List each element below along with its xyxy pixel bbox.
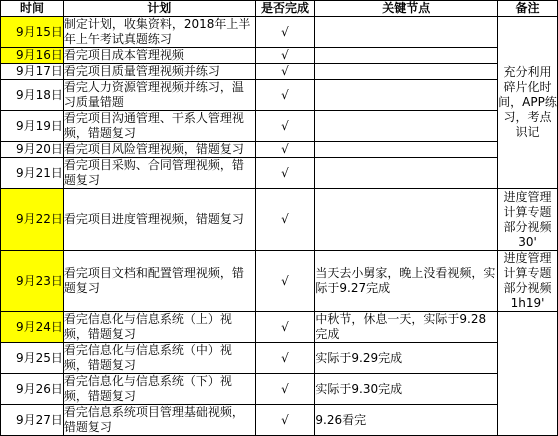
date-cell: 9月25日 [1, 343, 64, 374]
plan-cell: 看完项目质量管理视频并练习 [63, 64, 255, 80]
plan-cell: 制定计划，收集资料，2018年上半年上午考试真题练习 [63, 17, 255, 48]
plan-cell: 看完信息化与信息系统（下）视频，错题复习 [63, 374, 255, 405]
table-row [1, 64, 558, 80]
table-row [1, 374, 558, 405]
check-mark-icon: √ [255, 17, 315, 48]
table-row [1, 189, 558, 251]
check-mark-icon: √ [255, 312, 315, 343]
plan-cell: 看完项目文档和配置管理视频，错题复习 [63, 251, 255, 312]
plan-cell: 看完项目采购、合同管理视频，错题复习 [63, 158, 255, 189]
node-cell [315, 64, 498, 80]
note-documents: 进度管理计算专题部分视频1h19' [498, 251, 558, 312]
plan-cell: 看完信息化与信息系统（上）视频，错题复习 [63, 312, 255, 343]
date-cell: 9月15日 [1, 17, 64, 48]
plan-cell: 看完信息系统项目管理基础视频，错题复习 [63, 405, 255, 436]
check-mark-icon: √ [255, 80, 315, 111]
note-empty [498, 312, 558, 436]
plan-cell: 看完项目成本管理视频 [63, 48, 255, 64]
check-mark-icon: √ [255, 142, 315, 158]
check-mark-icon: √ [255, 48, 315, 64]
node-cell [315, 158, 498, 189]
node-cell [315, 142, 498, 158]
date-cell: 9月17日 [1, 64, 64, 80]
plan-cell: 看完项目进度管理视频，错题复习 [63, 189, 255, 251]
check-mark-icon: √ [255, 405, 315, 436]
date-cell: 9月16日 [1, 48, 64, 64]
node-cell [315, 80, 498, 111]
node-cell: 当天去小舅家，晚上没看视频，实际于9.27完成 [315, 251, 498, 312]
date-cell: 9月21日 [1, 158, 64, 189]
plan-cell: 看完项目风险管理视频，错题复习 [63, 142, 255, 158]
node-cell: 9.26看完 [315, 405, 498, 436]
check-mark-icon: √ [255, 343, 315, 374]
plan-cell: 看完项目沟通管理、干系人管理视频，错题复习 [63, 111, 255, 142]
note-general: 充分利用碎片化时间，APP练习，考点识记 [498, 17, 558, 189]
check-mark-icon: √ [255, 158, 315, 189]
table-row [1, 158, 558, 189]
node-cell [315, 48, 498, 64]
node-cell: 中秋节，休息一天，实际于9.28完成 [315, 312, 498, 343]
node-cell: 实际于9.29完成 [315, 343, 498, 374]
date-cell: 9月18日 [1, 80, 64, 111]
date-cell: 9月27日 [1, 405, 64, 436]
date-cell: 9月26日 [1, 374, 64, 405]
check-mark-icon: √ [255, 189, 315, 251]
node-cell [315, 189, 498, 251]
table-row [1, 405, 558, 436]
check-mark-icon: √ [255, 251, 315, 312]
date-cell: 9月20日 [1, 142, 64, 158]
table-row [1, 17, 558, 48]
check-mark-icon: √ [255, 374, 315, 405]
table-row [1, 111, 558, 142]
check-mark-icon: √ [255, 64, 315, 80]
table-row [1, 48, 558, 64]
table-row [1, 251, 558, 312]
table-row [1, 80, 558, 111]
date-cell: 9月22日 [1, 189, 64, 251]
header-row [1, 1, 558, 17]
check-mark-icon: √ [255, 111, 315, 142]
header-done: 是否完成 [255, 1, 315, 17]
header-plan: 计划 [63, 1, 255, 17]
header-node: 关键节点 [315, 1, 498, 17]
plan-cell: 看完信息化与信息系统（中）视频，错题复习 [63, 343, 255, 374]
header-date: 时间 [1, 1, 64, 17]
note-progress: 进度管理计算专题部分视频30' [498, 189, 558, 251]
date-cell: 9月19日 [1, 111, 64, 142]
table-row [1, 312, 558, 343]
header-note: 备注 [498, 1, 558, 17]
node-cell [315, 111, 498, 142]
node-cell: 实际于9.30完成 [315, 374, 498, 405]
table-row [1, 343, 558, 374]
table-row [1, 142, 558, 158]
date-cell: 9月24日 [1, 312, 64, 343]
node-cell [315, 17, 498, 48]
date-cell: 9月23日 [1, 251, 64, 312]
plan-cell: 看完人力资源管理视频并练习，温习质量错题 [63, 80, 255, 111]
